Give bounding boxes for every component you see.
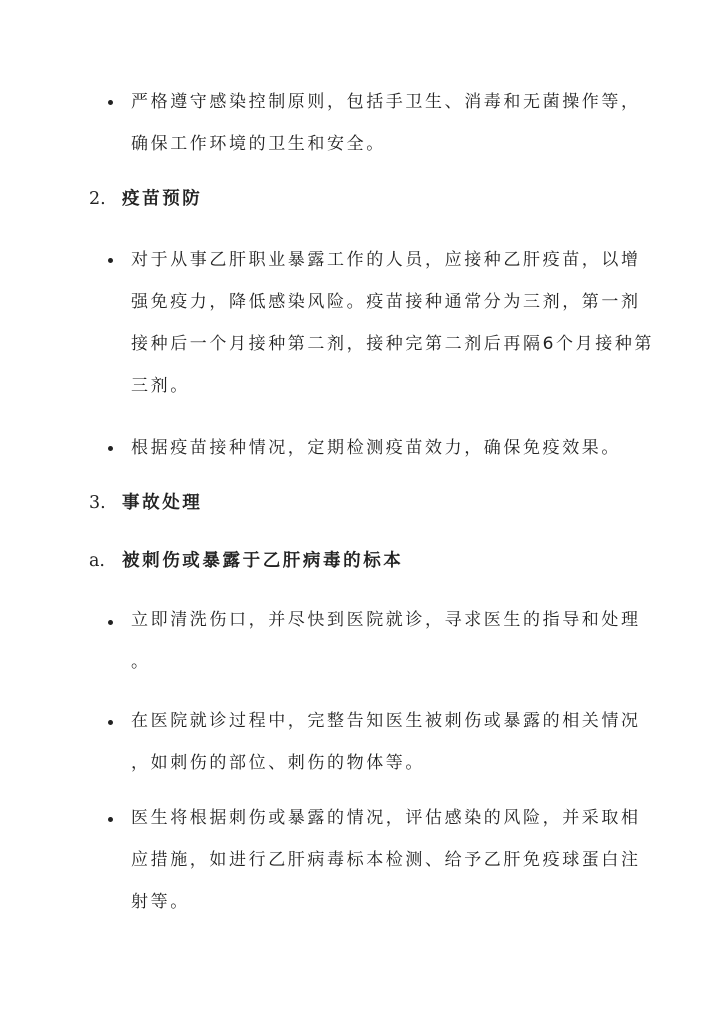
section-heading-vaccine <box>89 188 202 210</box>
bullet-line: 接种后一个月接种第二剂，接种完第二剂后再隔6个月接种第 <box>131 334 655 354</box>
bullet-line: 医生将根据刺伤或暴露的情况，评估感染的风险，并采取相 <box>131 808 641 828</box>
bullet-dot <box>108 100 113 105</box>
bullet-dot <box>108 446 113 451</box>
bullet-line: 对于从事乙肝职业暴露工作的人员，应接种乙肝疫苗，以增 <box>131 250 641 270</box>
bullet-line: 强免疫力，降低感染风险。疫苗接种通常分为三剂，第一剂 <box>131 292 641 312</box>
heading-text: 事故处理 <box>122 493 203 513</box>
bullet-line: 根据疫苗接种情况，定期检测疫苗效力，确保免疫效果。 <box>131 438 621 458</box>
heading-text: 疫苗预防 <box>122 189 203 209</box>
bullet-dot <box>108 258 113 263</box>
bullet-dot <box>108 720 113 725</box>
bullet-line: 射等。 <box>131 892 190 912</box>
heading-number: 2. <box>89 189 106 209</box>
section-heading-incident <box>89 492 202 514</box>
bullet-line: 。 <box>131 652 151 672</box>
heading-number: 3. <box>89 493 106 513</box>
bullet-line: 严格遵守感染控制原则，包括手卫生、消毒和无菌操作等， <box>131 92 641 112</box>
heading-text: 被刺伤或暴露于乙肝病毒的标本 <box>122 551 404 571</box>
subheading-needle-injury <box>89 550 403 572</box>
bullet-line: 确保工作环境的卫生和安全。 <box>131 134 386 154</box>
bullet-dot <box>108 817 113 822</box>
bullet-line: 在医院就诊过程中，完整告知医生被刺伤或暴露的相关情况 <box>131 711 641 731</box>
bullet-line: 立即清洗伤口，并尽快到医院就诊，寻求医生的指导和处理 <box>131 610 641 630</box>
heading-number: a. <box>89 551 105 571</box>
bullet-line: ，如刺伤的部位、刺伤的物体等。 <box>131 753 425 773</box>
bullet-line: 应措施，如进行乙肝病毒标本检测、给予乙肝免疫球蛋白注 <box>131 850 641 870</box>
bullet-line: 三剂。 <box>131 376 190 396</box>
bullet-dot <box>108 620 113 625</box>
